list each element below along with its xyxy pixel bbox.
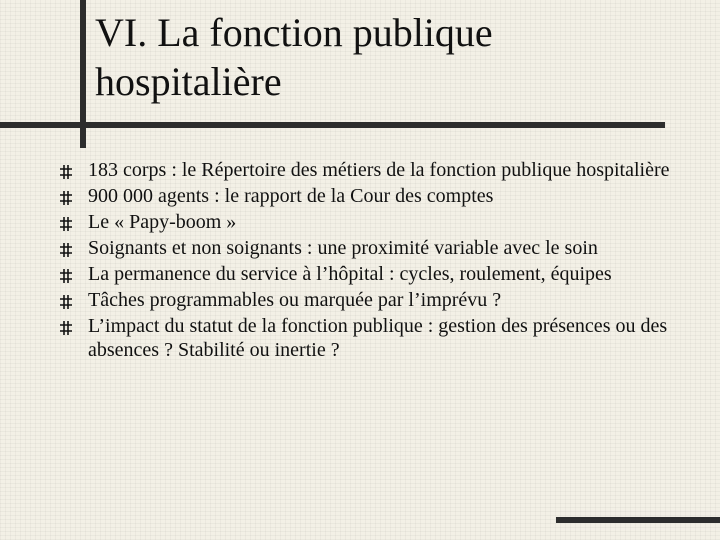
- bullet-text: La permanence du service à l’hôpital : cycles, roulement, équipes: [88, 263, 612, 285]
- bullet-text: 900 000 agents : le rapport de la Cour des comptes: [88, 185, 494, 207]
- bullet-item: [60, 210, 680, 234]
- bullet-text: Soignants et non soignants : une proximité variable avec le soin: [88, 237, 598, 259]
- bullet-text: Tâches programmables ou marquée par l’imprévu ?: [88, 289, 502, 311]
- title-underline-bar: [0, 122, 665, 128]
- hash-bullet-icon: [60, 295, 72, 309]
- bullet-item: [60, 262, 680, 286]
- bullet-text: L’impact du statut de la fonction publique : gestion des présences ou des absences ? Stabilité ou inertie ?: [88, 315, 668, 361]
- bullet-item: [60, 288, 680, 312]
- slide-title-line-1: VI. La fonction publique: [95, 10, 493, 55]
- slide-title: [95, 8, 695, 106]
- hash-bullet-icon: [60, 243, 72, 257]
- slide-title-line-2: hospitalière: [95, 59, 282, 104]
- bullet-item: [60, 158, 680, 182]
- hash-bullet-icon: [60, 269, 72, 283]
- bullet-item: [60, 236, 680, 260]
- footer-decor-bar: [556, 517, 720, 523]
- bullet-list: [60, 158, 680, 364]
- bullet-item: [60, 314, 680, 362]
- bullet-text: 183 corps : le Répertoire des métiers de la fonction publique hospitalière: [88, 159, 670, 181]
- bullet-item: [60, 184, 680, 208]
- hash-bullet-icon: [60, 191, 72, 205]
- hash-bullet-icon: [60, 321, 72, 335]
- hash-bullet-icon: [60, 165, 72, 179]
- bullet-text: Le « Papy-boom »: [88, 211, 237, 233]
- hash-bullet-icon: [60, 217, 72, 231]
